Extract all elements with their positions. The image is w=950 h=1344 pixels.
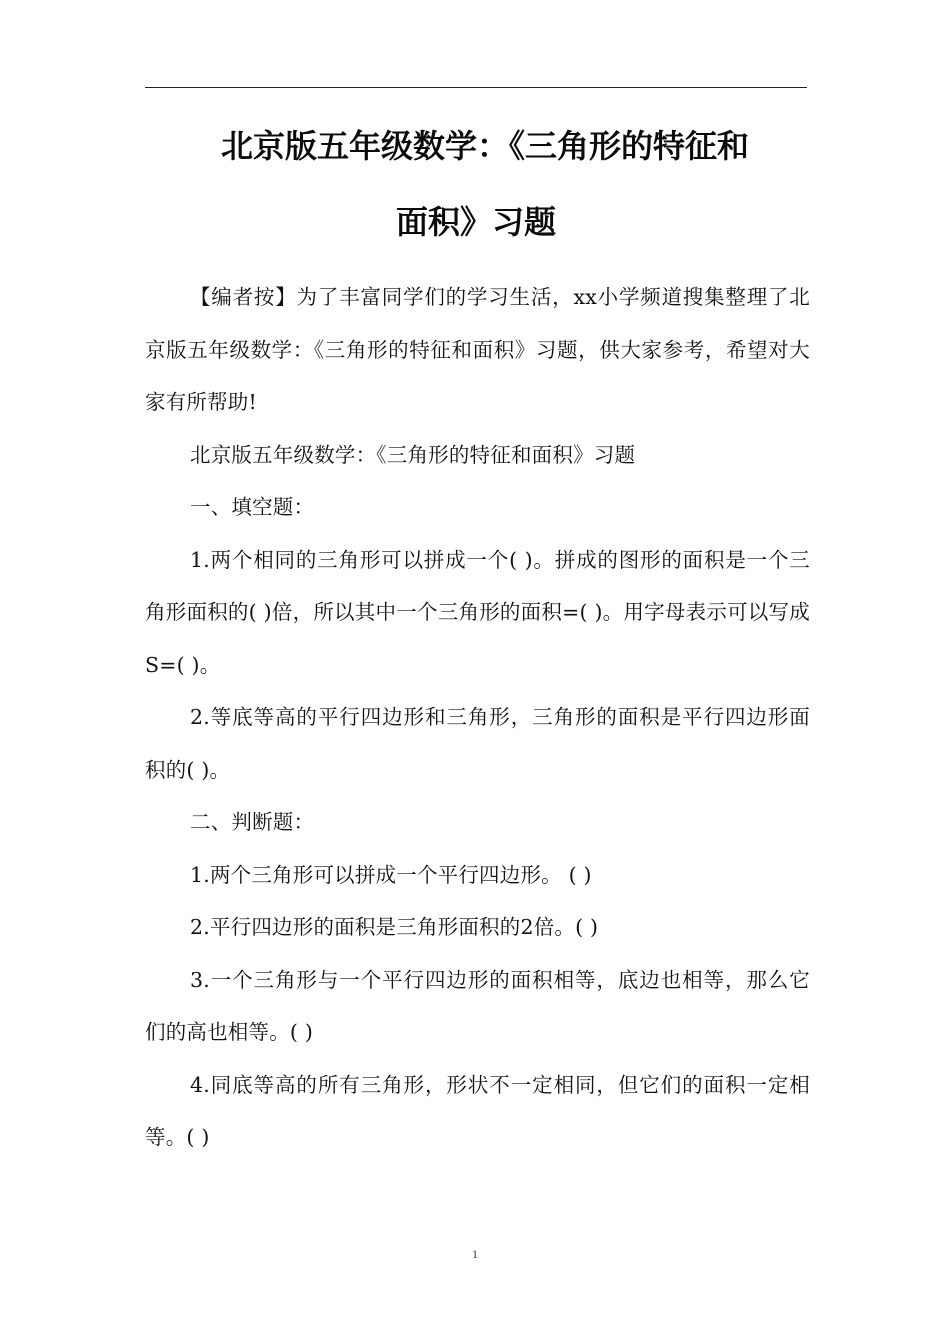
page-number: 1 bbox=[472, 1247, 478, 1261]
true-false-question-4: 4.同底等高的所有三角形，形状不一定相同，但它们的面积一定相等。( ) bbox=[145, 1072, 810, 1149]
fill-in-question-2: 2.等底等高的平行四边形和三角形，三角形的面积是平行四边形面积的( )。 bbox=[145, 705, 810, 782]
true-false-question-1: 1.两个三角形可以拼成一个平行四边形。 ( ) bbox=[190, 862, 592, 887]
header-rule bbox=[145, 87, 807, 88]
subtitle-paragraph: 北京版五年级数学：《三角形的特征和面积》习题 bbox=[190, 442, 636, 467]
fill-in-question-1: 1.两个相同的三角形可以拼成一个( )。拼成的图形的面积是一个三角形面积的( )倍，所以其中一个三角形的面积=( )。用字母表示可以写成S=( )。 bbox=[145, 547, 810, 677]
section-heading-fill-in: 一、填空题： bbox=[190, 495, 315, 519]
document-title-line-1: 北京版五年级数学：《三角形的特征和 bbox=[220, 127, 749, 165]
document-body bbox=[145, 271, 810, 1164]
editor-note-paragraph: 【编者按】为了丰富同学们的学习生活，xx小学频道搜集整理了北京版五年级数学：《三角形的特征和面积》习题，供大家参考，希望对大家有所帮助! bbox=[145, 285, 810, 414]
document-title-line-2: 面积》习题 bbox=[395, 203, 556, 241]
section-heading-true-false: 二、判断题： bbox=[190, 810, 315, 834]
true-false-question-3: 3.一个三角形与一个平行四边形的面积相等，底边也相等，那么它们的高也相等。( ) bbox=[145, 967, 810, 1044]
true-false-question-2: 2.平行四边形的面积是三角形面积的2倍。( ) bbox=[190, 915, 599, 939]
